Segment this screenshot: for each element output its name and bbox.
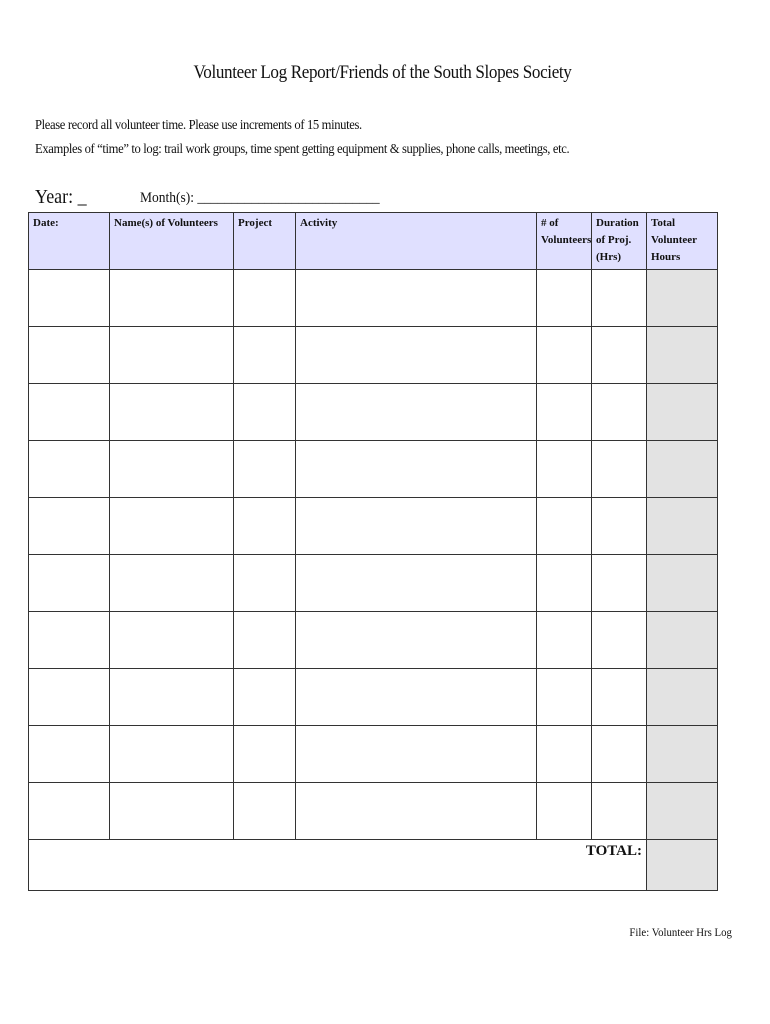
project-cell[interactable] xyxy=(234,612,296,669)
names-cell[interactable] xyxy=(110,327,234,384)
project-cell[interactable] xyxy=(234,555,296,612)
total-hours-cell xyxy=(647,270,718,327)
duration-cell[interactable] xyxy=(592,669,647,726)
activity-cell[interactable] xyxy=(296,327,537,384)
num-volunteers-cell[interactable] xyxy=(537,669,592,726)
total-hours-cell xyxy=(647,441,718,498)
header-activity: Activity xyxy=(296,213,537,270)
project-cell[interactable] xyxy=(234,327,296,384)
date-cell[interactable] xyxy=(29,555,110,612)
names-cell[interactable] xyxy=(110,555,234,612)
project-cell[interactable] xyxy=(234,441,296,498)
grand-total-cell xyxy=(647,840,718,891)
num-volunteers-cell[interactable] xyxy=(537,441,592,498)
total-hours-cell xyxy=(647,384,718,441)
total-hours-cell xyxy=(647,498,718,555)
activity-cell[interactable] xyxy=(296,384,537,441)
project-cell[interactable] xyxy=(234,270,296,327)
total-hours-cell xyxy=(647,783,718,840)
project-cell[interactable] xyxy=(234,783,296,840)
total-hours-cell xyxy=(647,555,718,612)
table-header-row xyxy=(29,213,718,270)
volunteer-log-table xyxy=(28,212,718,891)
total-hours-cell xyxy=(647,327,718,384)
names-cell[interactable] xyxy=(110,612,234,669)
table-row xyxy=(29,555,718,612)
names-cell[interactable] xyxy=(110,783,234,840)
duration-cell[interactable] xyxy=(592,612,647,669)
date-cell[interactable] xyxy=(29,327,110,384)
total-hours-cell xyxy=(647,669,718,726)
table-row xyxy=(29,726,718,783)
project-cell[interactable] xyxy=(234,669,296,726)
duration-cell[interactable] xyxy=(592,384,647,441)
table-row xyxy=(29,669,718,726)
date-cell[interactable] xyxy=(29,498,110,555)
activity-cell[interactable] xyxy=(296,726,537,783)
activity-cell[interactable] xyxy=(296,612,537,669)
date-cell[interactable] xyxy=(29,270,110,327)
table-row xyxy=(29,441,718,498)
names-cell[interactable] xyxy=(110,498,234,555)
table-row xyxy=(29,498,718,555)
table-row xyxy=(29,612,718,669)
num-volunteers-cell[interactable] xyxy=(537,327,592,384)
header-total-hours: Total Volunteer Hours xyxy=(647,213,718,270)
table-row xyxy=(29,270,718,327)
activity-cell[interactable] xyxy=(296,498,537,555)
month-field[interactable]: Month(s): ___________________________ xyxy=(140,190,380,206)
date-cell[interactable] xyxy=(29,669,110,726)
names-cell[interactable] xyxy=(110,726,234,783)
activity-cell[interactable] xyxy=(296,669,537,726)
header-project: Project xyxy=(234,213,296,270)
header-num-volunteers: # of Volunteers xyxy=(537,213,592,270)
date-cell[interactable] xyxy=(29,384,110,441)
activity-cell[interactable] xyxy=(296,555,537,612)
num-volunteers-cell[interactable] xyxy=(537,384,592,441)
table-row xyxy=(29,783,718,840)
file-reference: File: Volunteer Hrs Log xyxy=(629,925,732,939)
names-cell[interactable] xyxy=(110,441,234,498)
num-volunteers-cell[interactable] xyxy=(537,783,592,840)
num-volunteers-cell[interactable] xyxy=(537,270,592,327)
num-volunteers-cell[interactable] xyxy=(537,498,592,555)
project-cell[interactable] xyxy=(234,726,296,783)
activity-cell[interactable] xyxy=(296,270,537,327)
duration-cell[interactable] xyxy=(592,726,647,783)
year-field[interactable]: Year: _ xyxy=(35,186,87,208)
duration-cell[interactable] xyxy=(592,270,647,327)
date-cell[interactable] xyxy=(29,783,110,840)
header-volunteer-names: Name(s) of Volunteers xyxy=(110,213,234,270)
num-volunteers-cell[interactable] xyxy=(537,612,592,669)
date-cell[interactable] xyxy=(29,441,110,498)
names-cell[interactable] xyxy=(110,270,234,327)
total-row xyxy=(29,840,718,891)
project-cell[interactable] xyxy=(234,384,296,441)
num-volunteers-cell[interactable] xyxy=(537,726,592,783)
total-hours-cell xyxy=(647,612,718,669)
date-cell[interactable] xyxy=(29,726,110,783)
duration-cell[interactable] xyxy=(592,555,647,612)
duration-cell[interactable] xyxy=(592,327,647,384)
document-title: Volunteer Log Report/Friends of the South Slopes Society xyxy=(193,62,572,83)
total-hours-cell xyxy=(647,726,718,783)
header-duration: Duration of Proj.(Hrs) xyxy=(592,213,647,270)
duration-cell[interactable] xyxy=(592,441,647,498)
date-cell[interactable] xyxy=(29,612,110,669)
names-cell[interactable] xyxy=(110,669,234,726)
project-cell[interactable] xyxy=(234,498,296,555)
duration-cell[interactable] xyxy=(592,783,647,840)
header-date: Date: xyxy=(29,213,110,270)
activity-cell[interactable] xyxy=(296,441,537,498)
names-cell[interactable] xyxy=(110,384,234,441)
instructions-line-2: Examples of “time” to log: trail work groups, time spent getting equipment & supplies, phone calls, meetings, etc. xyxy=(35,142,570,157)
duration-cell[interactable] xyxy=(592,498,647,555)
activity-cell[interactable] xyxy=(296,783,537,840)
total-label: TOTAL: xyxy=(29,840,647,891)
table-row xyxy=(29,384,718,441)
num-volunteers-cell[interactable] xyxy=(537,555,592,612)
instructions-line-1: Please record all volunteer time. Please use increments of 15 minutes. xyxy=(35,118,362,133)
table-row xyxy=(29,327,718,384)
